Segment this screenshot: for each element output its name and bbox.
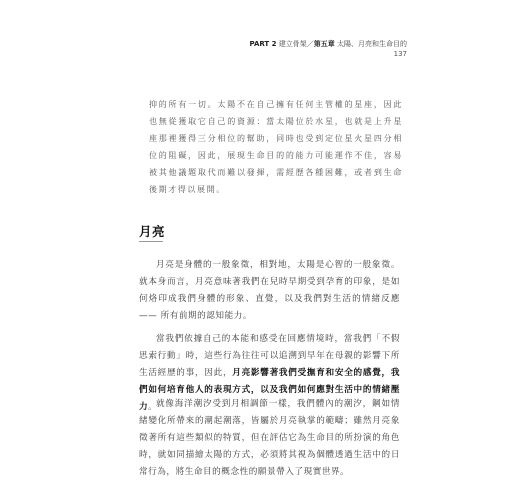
running-header bbox=[249, 40, 407, 59]
section-title: 月亮 bbox=[139, 224, 166, 239]
page-number: 137 bbox=[393, 50, 407, 58]
part-label: PART 2 bbox=[249, 40, 277, 48]
paragraph-text-end: 。 bbox=[148, 402, 158, 412]
chapter-title: 太陽、月亮和生命目的 bbox=[337, 40, 407, 48]
chapter-label: 第五章 bbox=[313, 40, 335, 48]
body-paragraph: 月亮是身體的一般象徵，相對地，太陽是心智的一般象徵。就本身而言，月亮意味著我們在兒時早期受到孕育的印象，是如何烙印成我們身體的形象、直覺，以及我們對生活的情緒反應 —— 所有前期的認知能力。 bbox=[139, 260, 400, 321]
paragraph-text: 當我們依據自己的本能和感受在回應情境時，當我們「不假思索行動」時，這些行為往往可以追溯到早年在母親的影響下所生活經歷的事，因此， bbox=[139, 334, 400, 378]
part-title: 建立骨架／ bbox=[278, 40, 314, 48]
body-paragraph-3-block bbox=[139, 396, 400, 481]
section-title-underline bbox=[139, 241, 163, 242]
body-paragraph-1-block bbox=[139, 257, 400, 325]
continued-paragraph: 抑的所有一切。太陽不在自己擁有任何主管權的星座，因此也無從獲取它自己的資源：當太陽位於水星，也就是上升星座那裡獲得三分相位的幫助，同時也受到定位星火星四分相位的阻礙，因此，展現生命目的的能力可能運作不佳，容易被其他議題取代而難以發揮，需經歷各種困難，或者到生命後期才得以展開。 bbox=[149, 100, 403, 194]
continued-block bbox=[149, 96, 403, 198]
emphasized-text: 月亮影響著我們受撫育和安全的感覺，我們如何培育他人的表現方式，以及我們如何應對生活中的情緒壓力 bbox=[139, 368, 400, 412]
body-paragraph: 就像海洋潮汐受到月相調節一樣，我們體內的潮汐，鋼如情緒變化所帶來的潮起潮落，皆屬於月亮執掌的範疇；雖然月亮象徵著所有這些類似的特質，但在評估它為生命目的所扮演的角色時，就如同描繪太陽的方式，必須將其視為個體透過生活中的日常行為，將生命目的概念性的願景帶入了現實世界。 bbox=[139, 399, 400, 477]
